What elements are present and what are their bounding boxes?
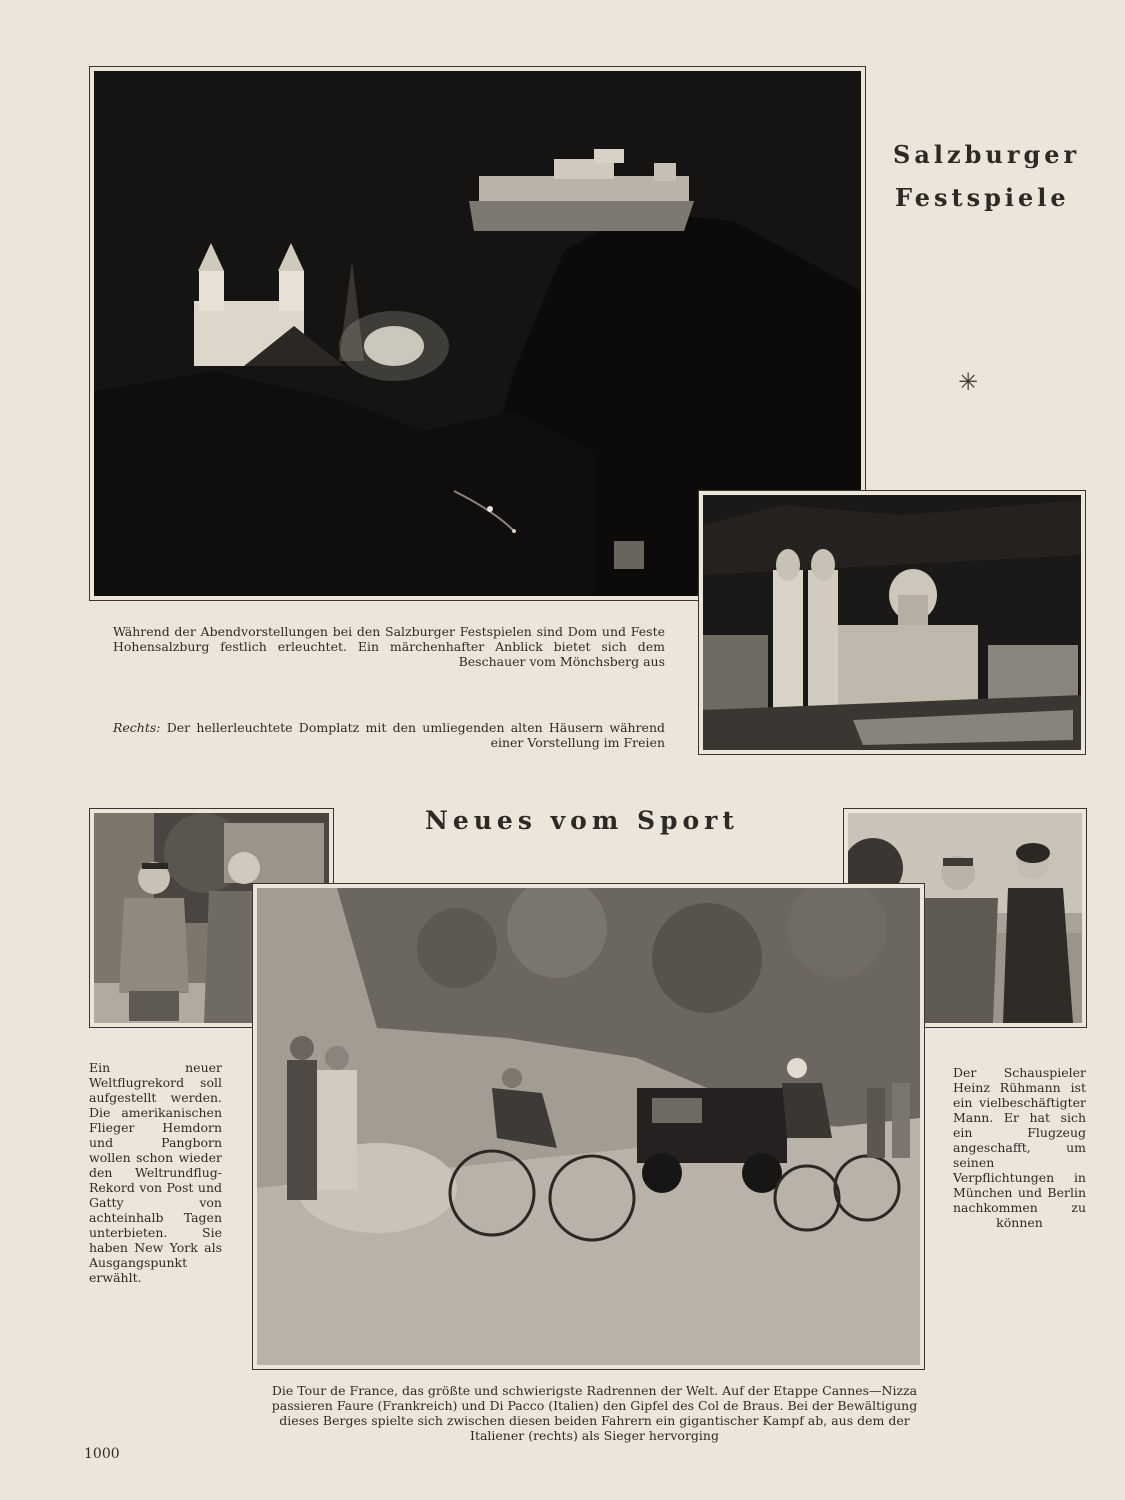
tour-de-france-caption: Die Tour de France, das größte und schwierigste Radrennen der Welt. Auf der Etappe Cannes—Nizza passieren Faure (Frankreich) und Di Pacco (Italien) den Gipfel des Col de Braus. Bei der Bewältigung dieses Berges spielte sich zwischen diesen beiden Fahrern ein gigantischer Kampf ab, aus dem der Italiener (rechts) als Sieger hervorging (271, 1383, 918, 1443)
caption-label-rechts: Rechts: (113, 720, 161, 735)
aviators-caption: Ein neuer Weltflugrekord soll aufgestellt werden. Die amerikanischen Flieger Hemdorn und Pangborn wollen schon wieder den Weltrundflug-Rekord von Post und Gatty von achteinhalb Tagen unterbieten. Sie haben New York als Ausgangspunkt erwählt. (89, 1060, 222, 1285)
salzburger-festspiele-title-line1: Salzburger (893, 140, 1081, 169)
tour-de-france-photo (252, 883, 925, 1370)
salzburger-festspiele-title-line2: Festspiele (895, 183, 1070, 212)
tour-de-france-image (257, 888, 920, 1365)
domplatz-photo (698, 490, 1086, 755)
neues-vom-sport-title: Neues vom Sport (425, 806, 739, 835)
page-number: 1000 (84, 1446, 120, 1462)
caption-text-rechts: Der hellerleuchtete Domplatz mit den umliegenden alten Häusern während einer Vorstellung im Freien (166, 720, 665, 750)
salzburg-main-caption: Während der Abendvorstellungen bei den Salzburger Festspielen sind Dom und Feste Hohensalzburg festlich erleuchtet. Ein märchenhafter Anblick bietet sich dem Beschauer vom Mönchsberg aus (113, 624, 665, 669)
ruehmann-caption: Der Schauspieler Heinz Rühmann ist ein vielbeschäftigter Mann. Er hat sich ein Flugzeug angeschafft, um seinen Verpflichtungen in München und Berlin nachkommen zu können (953, 1065, 1086, 1230)
salzburg-right-caption (113, 720, 665, 750)
asterisk-ornament-icon: ✳ (958, 368, 979, 396)
domplatz-image (703, 495, 1081, 750)
